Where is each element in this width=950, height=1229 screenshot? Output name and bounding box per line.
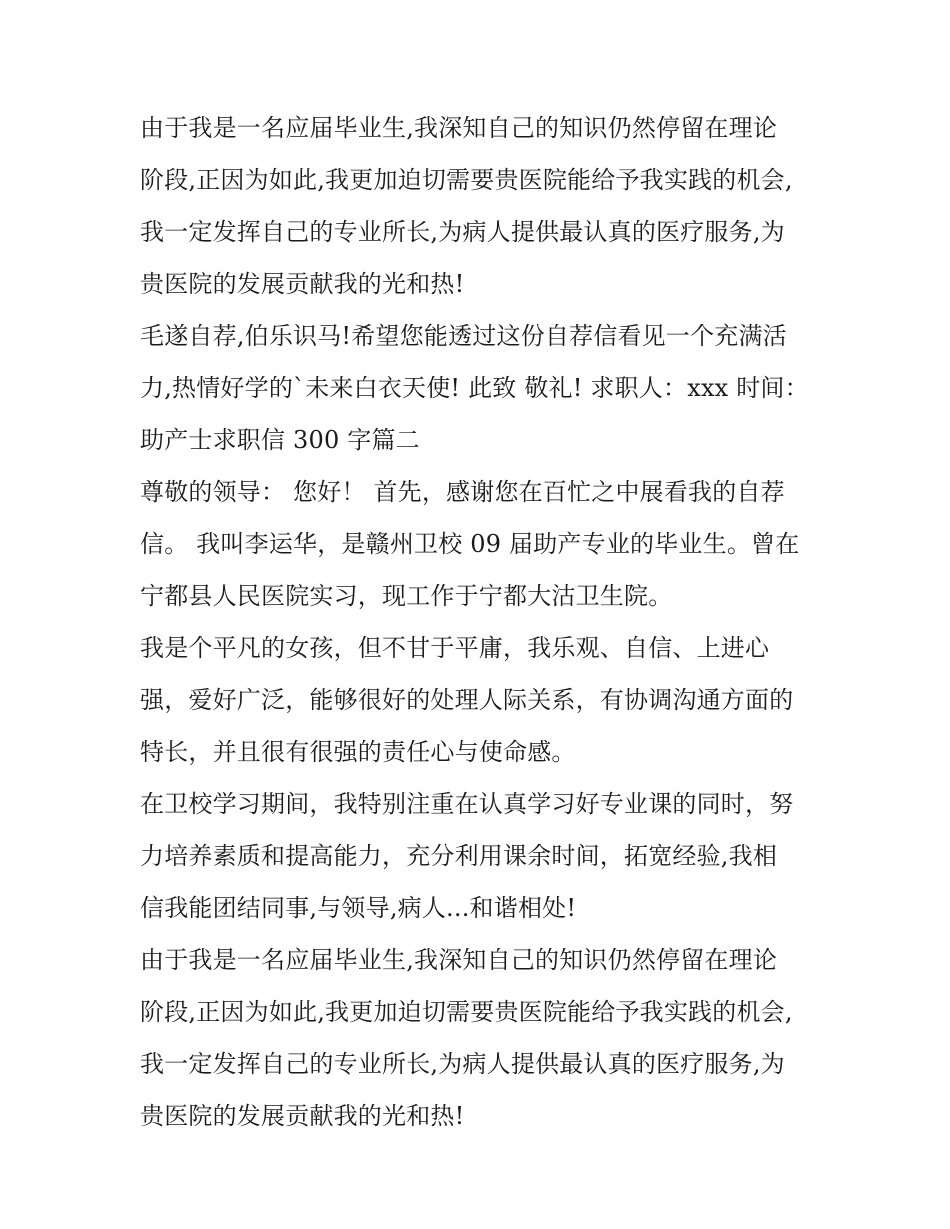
text-line: 阶段,正因为如此,我更加迫切需要贵医院能给予我实践的机会, <box>140 166 793 194</box>
text-line: 我一定发挥自己的专业所长,为病人提供最认真的医疗服务,为 <box>140 218 785 246</box>
document-body <box>140 102 820 1142</box>
text-line: 力,热情好学的`未来白衣天使! 此致 敬礼! 求职人：xxx 时间： <box>140 374 809 402</box>
text-line: 力培养素质和提高能力，充分利用课余时间，拓宽经验,我相 <box>140 842 778 870</box>
text-line: 尊敬的领导： 您好！ 首先，感谢您在百忙之中展看我的自荐 <box>140 478 785 506</box>
text-line: 我一定发挥自己的专业所长,为病人提供最认真的医疗服务,为 <box>140 1050 785 1078</box>
text-line: 毛遂自荐,伯乐识马!希望您能透过这份自荐信看见一个充满活 <box>140 322 787 350</box>
text-line: 阶段,正因为如此,我更加迫切需要贵医院能给予我实践的机会, <box>140 998 793 1026</box>
text-line: 我是个平凡的女孩，但不甘于平庸，我乐观、自信、上进心 <box>140 634 770 662</box>
text-line: 在卫校学习期间，我特别注重在认真学习好专业课的同时，努 <box>140 790 794 818</box>
text-line: 由于我是一名应届毕业生,我深知自己的知识仍然停留在理论 <box>140 946 778 974</box>
text-line: 宁都县人民医院实习，现工作于宁都大沽卫生院。 <box>140 582 673 610</box>
text-line: 信我能团结同事,与领导,病人...和谐相处! <box>140 894 577 922</box>
text-line: 贵医院的发展贡献我的光和热! <box>140 270 465 298</box>
text-line: 信。 我叫李运华，是赣州卫校 09 届助产专业的毕业生。曾在 <box>140 530 800 558</box>
text-line: 特长，并且很有很强的责任心与使命感。 <box>140 738 576 766</box>
text-line: 强，爱好广泛，能够很好的处理人际关系，有协调沟通方面的 <box>140 686 794 714</box>
section-heading: 助产士求职信 300 字篇二 <box>140 426 420 454</box>
text-line: 贵医院的发展贡献我的光和热! <box>140 1102 465 1130</box>
text-line: 由于我是一名应届毕业生,我深知自己的知识仍然停留在理论 <box>140 114 778 142</box>
